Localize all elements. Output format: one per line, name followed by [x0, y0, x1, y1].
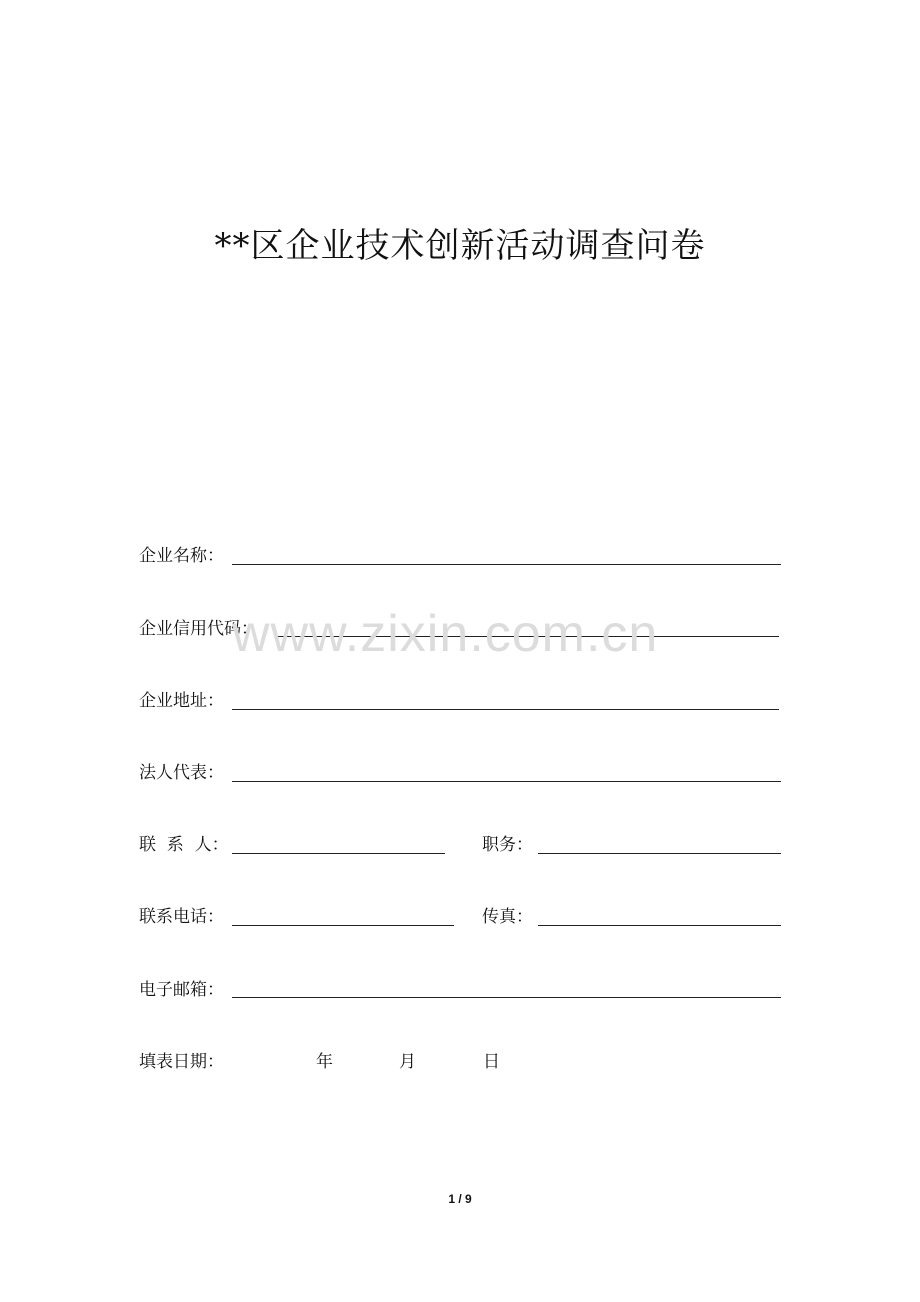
- fax-label: 传真：: [482, 907, 533, 927]
- fill-date-month: 月: [399, 1052, 416, 1072]
- phone-field[interactable]: [232, 925, 454, 926]
- page-indicator: 1 / 9: [448, 1192, 472, 1206]
- credit-code-label: 企业信用代码：: [139, 619, 258, 639]
- legal-rep-label: 法人代表：: [139, 763, 224, 783]
- contact-field[interactable]: [232, 853, 445, 854]
- phone-label: 联系电话：: [139, 907, 224, 927]
- address-label: 企业地址：: [139, 691, 224, 711]
- company-name-field[interactable]: [232, 564, 781, 565]
- email-label: 电子邮箱：: [139, 980, 224, 1000]
- fax-field[interactable]: [538, 925, 781, 926]
- address-field[interactable]: [232, 709, 779, 710]
- document-title: **区企业技术创新活动调查问卷: [214, 226, 706, 266]
- contact-label: 联 系 人：: [139, 835, 229, 855]
- fill-date-day: 日: [483, 1052, 500, 1072]
- position-field[interactable]: [538, 853, 781, 854]
- watermark: www.zixin.com.cn: [232, 605, 659, 663]
- position-label: 职务：: [482, 835, 533, 855]
- fill-date-label: 填表日期：: [139, 1052, 224, 1072]
- fill-date-year: 年: [316, 1052, 333, 1072]
- legal-rep-field[interactable]: [232, 781, 781, 782]
- company-name-label: 企业名称：: [139, 546, 224, 566]
- email-field[interactable]: [232, 997, 781, 998]
